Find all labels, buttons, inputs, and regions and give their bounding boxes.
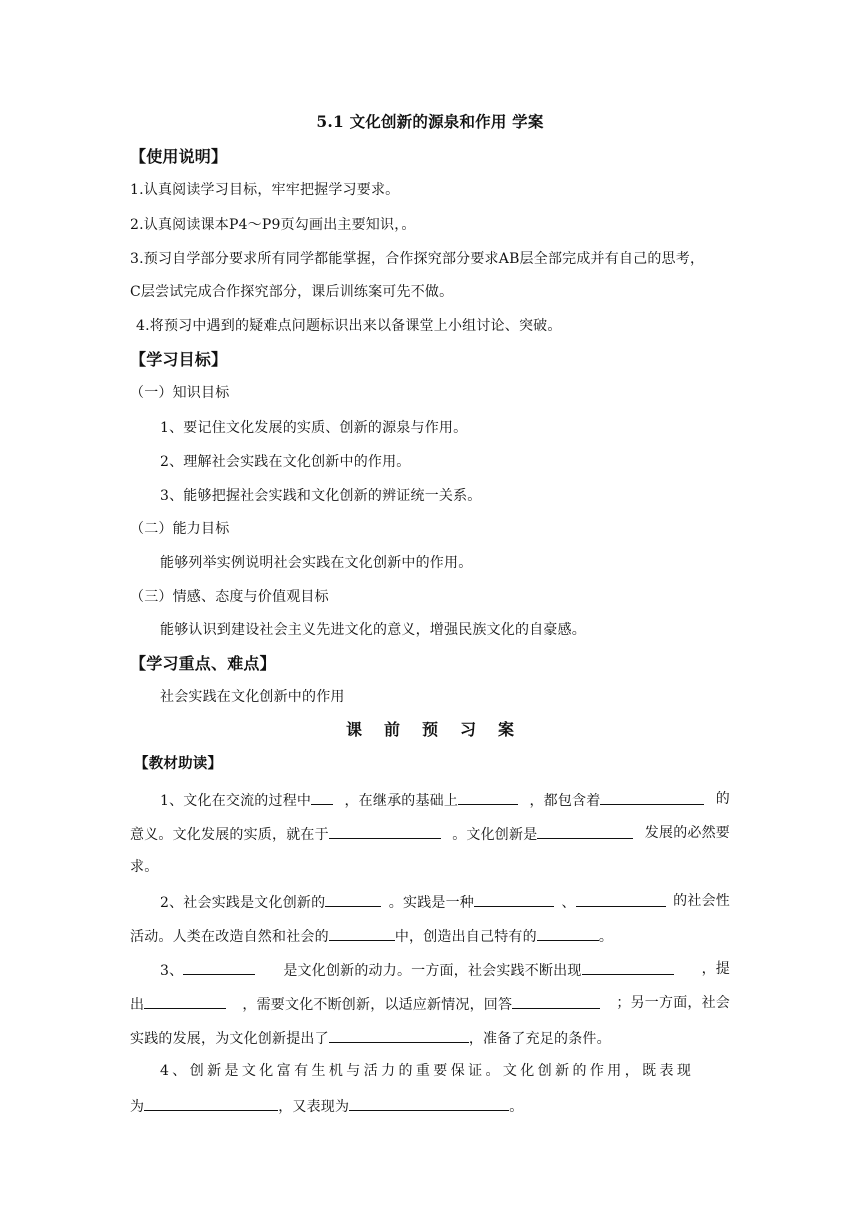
blank-2-3 [576, 891, 666, 907]
question-4-line-2: 为 ，又表现为 。 [130, 1095, 523, 1117]
blank-4-2 [349, 1095, 509, 1111]
usage-item-4: 4.将预习中遇到的疑难点问题标识出来以备课堂上小组讨论、突破。 [136, 318, 562, 334]
usage-item-1: 1.认真阅读学习目标，牢牢把握学习要求。 [130, 182, 400, 198]
key-points-heading: 【学习重点、难点】 [130, 654, 276, 673]
question-2-line-1: 2、社会实践是文化创新的 。实践是一种 、 的社会性 [160, 893, 730, 911]
knowledge-goal-3: 3、能够把握社会实践和文化创新的辨证统一关系。 [160, 488, 482, 504]
blank-3-3 [144, 993, 226, 1009]
question-1-line-3: 求。 [130, 859, 159, 875]
emotion-goals-heading: （三）情感、态度与价值观目标 [130, 589, 329, 605]
blank-1-3 [600, 789, 704, 805]
blank-3-5 [329, 1027, 469, 1043]
blank-1-1 [311, 789, 333, 805]
usage-heading: 【使用说明】 [130, 147, 228, 166]
blank-2-2 [474, 891, 554, 907]
question-3-line-3: 实践的发展，为文化创新提出了 ，准备了充足的条件。 [130, 1027, 611, 1049]
question-2-line-2: 活动。人类在改造自然和社会的 中，创造出自己特有的 。 [130, 925, 613, 947]
goals-heading: 【学习目标】 [130, 350, 228, 369]
question-1-line-1: 1、文化在交流的过程中 ，在继承的基础上 ，都包含着 的 [160, 791, 730, 809]
blank-2-4 [329, 925, 395, 941]
document-title: 5.1 文化创新的源泉和作用 学案 [316, 112, 544, 131]
question-4-line-1: 4、创新是文化富有生机与活力的重要保证。文化创新的作用，既表现 [160, 1063, 695, 1079]
knowledge-goal-2: 2、理解社会实践在文化创新中的作用。 [160, 454, 411, 470]
usage-item-3-cont: C层尝试完成合作探究部分，课后训练案可先不做。 [130, 284, 454, 300]
blank-2-1 [325, 891, 381, 907]
usage-item-2: 2.认真阅读课本P4～P9页勾画出主要知识，。 [130, 217, 416, 233]
textbook-guide-heading: 【教材助读】 [134, 756, 223, 772]
blank-1-4 [329, 823, 441, 839]
question-3-line-1: 3、 是文化创新的动力。一方面，社会实践不断出现 ，提 [160, 961, 730, 979]
blank-3-2 [582, 959, 674, 975]
ability-goal-text: 能够列举实例说明社会实践在文化创新中的作用。 [160, 555, 473, 571]
blank-1-2 [458, 789, 518, 805]
blank-4-1 [144, 1095, 278, 1111]
question-3-line-2: 出 ，需要文化不断创新，以适应新情况，回答 ；另一方面，社会 [130, 995, 730, 1013]
blank-1-5 [537, 823, 633, 839]
emotion-goal-text: 能够认识到建设社会主义先进文化的意义，增强民族文化的自豪感。 [160, 622, 586, 638]
usage-item-3: 3.预习自学部分要求所有同学都能掌握，合作探究部分要求AB层全部完成并有自己的思考， [130, 251, 705, 267]
question-1-line-2: 意义。文化发展的实质，就在于 。文化创新是 发展的必然要 [130, 825, 730, 843]
blank-2-5 [537, 925, 599, 941]
key-points-text: 社会实践在文化创新中的作用 [160, 689, 345, 705]
blank-3-4 [512, 993, 600, 1009]
preview-heading: 课前预习案 [345, 720, 536, 739]
knowledge-goals-heading: （一）知识目标 [130, 385, 230, 401]
blank-3-1 [183, 959, 255, 975]
ability-goals-heading: （二）能力目标 [130, 521, 230, 537]
knowledge-goal-1: 1、要记住文化发展的实质、创新的源泉与作用。 [160, 420, 468, 436]
